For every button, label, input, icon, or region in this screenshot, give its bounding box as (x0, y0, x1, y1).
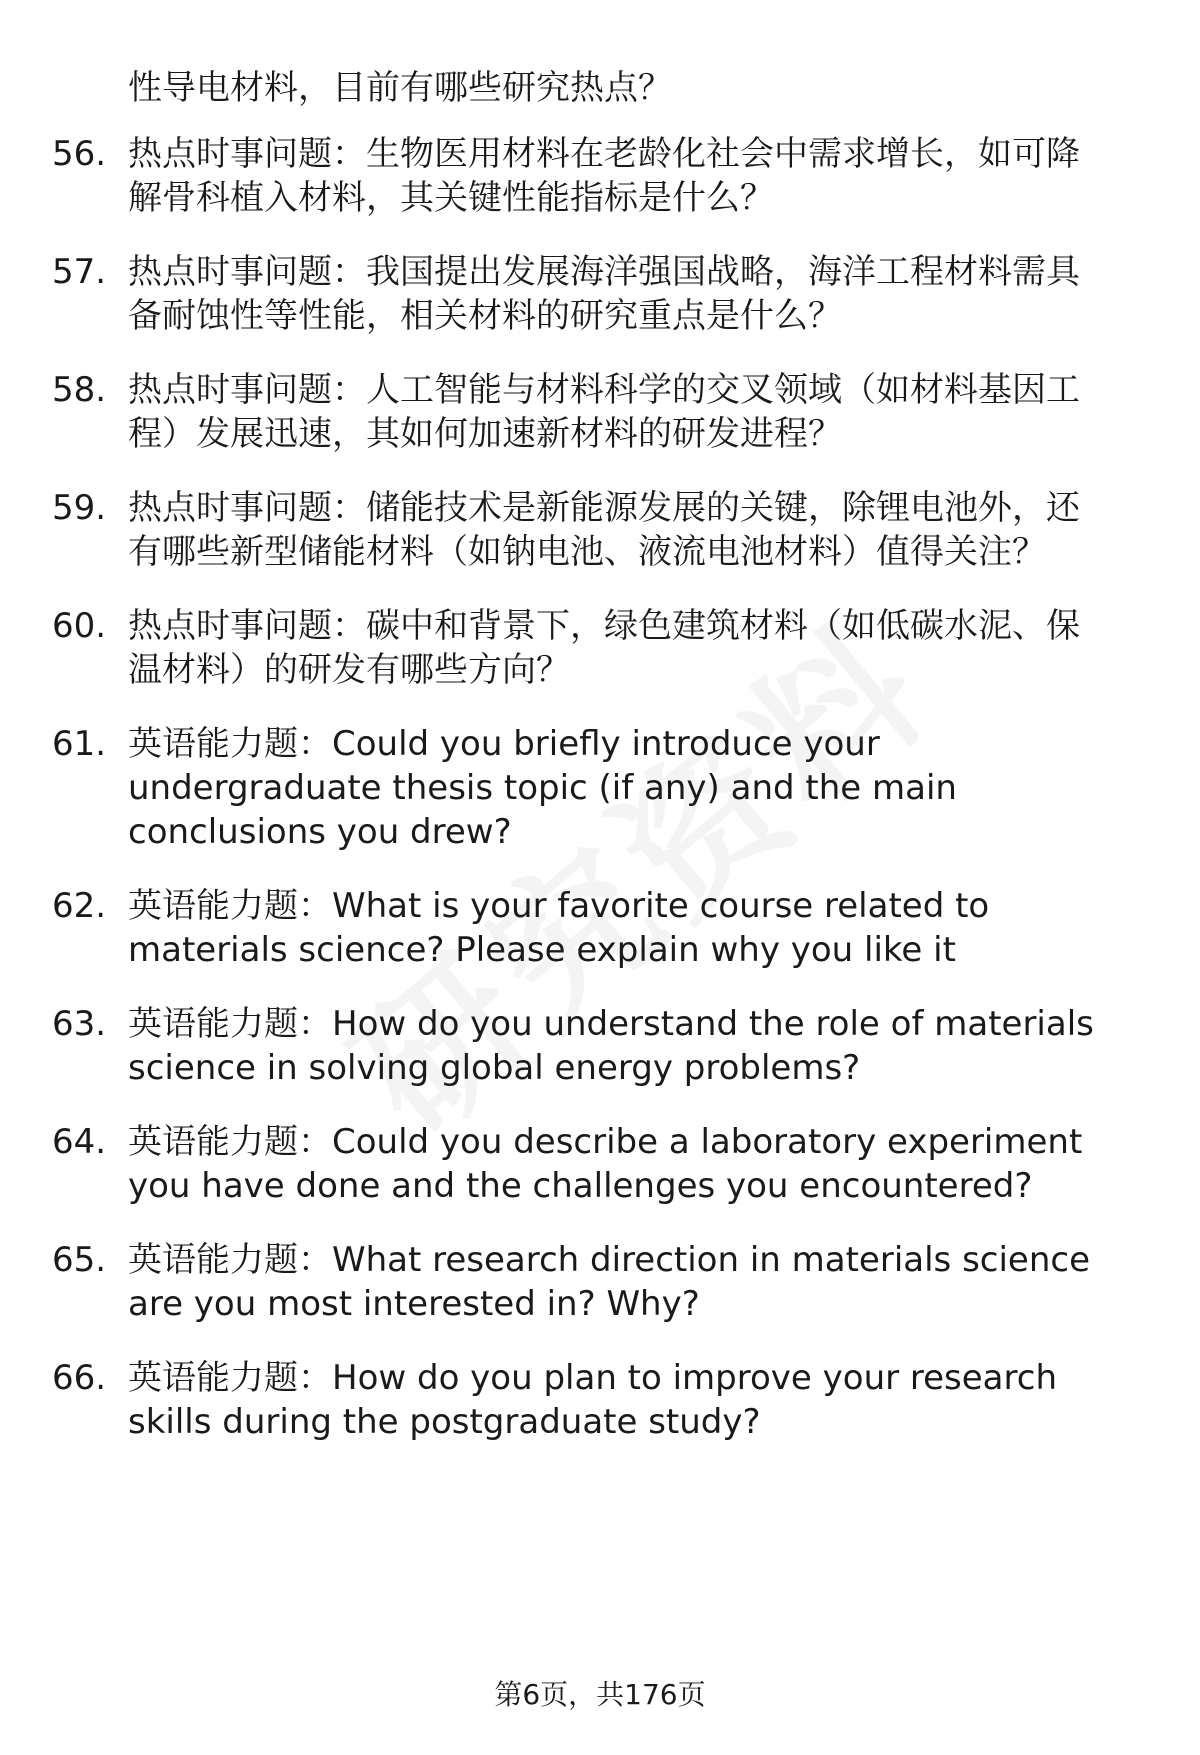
question-text-line: 热点时事问题：生物医用材料在老龄化社会中需求增长，如可降 (128, 134, 1080, 174)
question-number: 65. (52, 1240, 107, 1280)
question-text-line: conclusions you drew? (128, 812, 512, 852)
question-number: 58. (52, 370, 107, 410)
question-text-line: 热点时事问题：储能技术是新能源发展的关键，除锂电池外，还 (128, 488, 1080, 528)
question-text-line: 热点时事问题：人工智能与材料科学的交叉领域（如材料基因工 (128, 370, 1080, 410)
question-text-line: 英语能力题：Could you briefly introduce your (128, 724, 880, 764)
question-number: 63. (52, 1004, 107, 1044)
question-text-line: 备耐蚀性等性能，相关材料的研究重点是什么？ (128, 296, 842, 336)
question-text-line: 英语能力题：What research direction in materials science (128, 1240, 1091, 1280)
question-text-line: 有哪些新型储能材料（如钠电池、液流电池材料）值得关注？ (128, 532, 1046, 572)
question-text-line: 解骨科植入材料，其关键性能指标是什么？ (128, 178, 774, 218)
question-text-line: 温材料）的研发有哪些方向？ (128, 650, 570, 690)
question-text-line: you have done and the challenges you encountered? (128, 1166, 1033, 1206)
question-text-line: materials science? Please explain why you like it (128, 930, 956, 970)
question-text-line: are you most interested in? Why? (128, 1284, 700, 1324)
question-text-line: 热点时事问题：我国提出发展海洋强国战略，海洋工程材料需具 (128, 252, 1080, 292)
page-number-footer: 第6页，共176页 (494, 1678, 706, 1711)
question-text-line: 性导电材料，目前有哪些研究热点？ (128, 68, 672, 108)
question-number: 61. (52, 724, 107, 764)
question-number: 57. (52, 252, 107, 292)
question-number: 62. (52, 886, 107, 926)
question-text-line: 英语能力题：What is your favorite course related to (128, 886, 990, 926)
question-number: 60. (52, 606, 107, 646)
question-text-line: 热点时事问题：碳中和背景下，绿色建筑材料（如低碳水泥、保 (128, 606, 1080, 646)
question-number: 56. (52, 134, 107, 174)
question-text-line: 英语能力题：Could you describe a laboratory experiment (128, 1122, 1083, 1162)
question-number: 66. (52, 1358, 107, 1398)
question-text-line: 英语能力题：How do you plan to improve your research (128, 1358, 1057, 1398)
question-text-line: skills during the postgraduate study? (128, 1402, 761, 1442)
question-number: 59. (52, 488, 107, 528)
question-number: 64. (52, 1122, 107, 1162)
question-text-line: 英语能力题：How do you understand the role of materials (128, 1004, 1094, 1044)
question-text-line: undergraduate thesis topic (if any) and the main (128, 768, 957, 808)
question-text-line: 程）发展迅速，其如何加速新材料的研发进程？ (128, 414, 842, 454)
question-text-line: science in solving global energy problems? (128, 1048, 861, 1088)
